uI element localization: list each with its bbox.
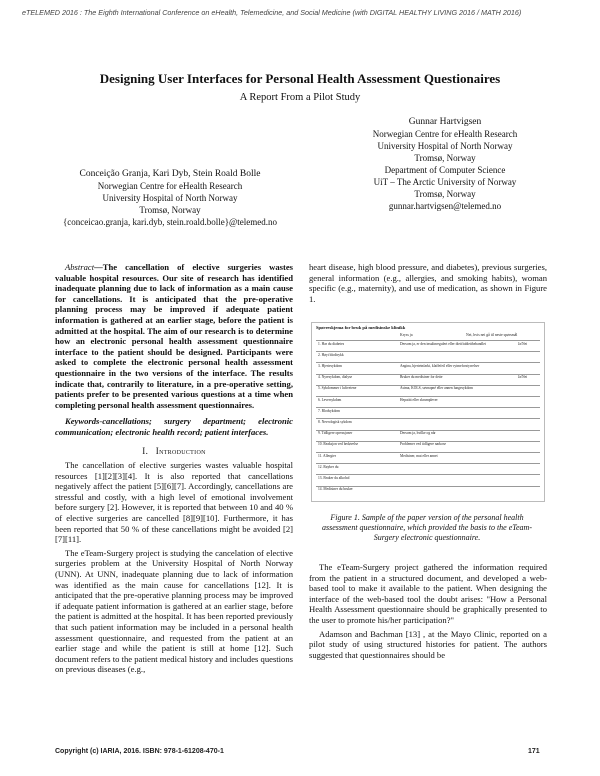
left-column [55,262,293,678]
affiliation-line: Department of Computer Science [384,165,506,175]
abstract [55,262,293,410]
author-email: gunnar.hartvigsen@telemed.no [388,201,502,211]
page-number: 171 [528,748,540,755]
figure-row-mark: Ja/Nei [518,375,528,380]
right-column-top [309,262,547,307]
figure-row-detail: Dersom ja, hvilke og når [400,431,436,436]
figure-row-detail: Dersom ja, er den insulinregulert eller diett/tablettbehandlet [400,341,486,346]
paragraph: The eTeam-Surgery project gathered the information required from the patient in a structured document, and developed a web-based tool to make it available to the patient. When designing the interface of the web-based tool the doubt arises: "How a Personal Health Assessment questionnaire should be graphically presented to the user to promote his/her participation?" [309,562,547,625]
paper-title: Designing User Interfaces for Personal Health Assessment Questionaires [99,71,501,86]
figure-row-label: 13. Bruker du alkohol [318,475,350,480]
author-name: Gunnar Hartvigsen [408,117,482,127]
affiliation-line: UiT – The Arctic University of Norway [373,177,517,187]
affiliation-line: University Hospital of North Norway [377,141,513,151]
conference-header: eTELEMED 2016 : The Eighth International Conference on eHealth, Telemedicine, and Social Medicine (with DIGITAL HEALTHY LIVING 2016 / MATH 2016) [22,8,522,17]
figure-row-label: 8. Nevrologisk sykdom [318,419,352,424]
right-column-bottom [309,562,547,663]
figure-row-divider [316,463,540,464]
paragraph: heart disease, high blood pressure, and diabetes), previous surgeries, general information (e.g., allergies, and smoking habits), woman specific (e.g., maternity), and use of medication, as shown in Figure 1. [309,262,547,304]
figure-row-detail: Hepatitt eller skrumplever [400,397,438,402]
affiliation-line: Tromsø, Norway [414,189,476,199]
author-block-left [55,168,285,228]
author-names: Conceição Granja, Kari Dyb, Stein Roald Bolle [79,169,261,179]
figure-questionnaire [311,322,545,502]
affiliation-line: University Hospital of North Norway [102,193,238,203]
figure-row-label: 5. Sykdommer i luftveiene [318,386,357,391]
figure-row-detail: Medisiner, mat eller annet [400,453,438,458]
col-header: Nei, hvis nei gå til neste spørsmål [466,333,518,337]
section-number: I. [142,445,149,456]
figure-row-label: 1. Har du diabetes [318,341,345,346]
abstract-text: —The cancellation of elective surgeries wastes valuable hospital resources. Our site of research has identified inadequate planning due to lack of information as a main cause for cancellations. It is anticipated that the pre-operative planning process may be improved if adequate patient information is gathered at an earlier stage, before the patient is admitted at the hospital. The aim of our research is to determine how an electronic personal health assessment questionnaire interface to the patient should be designed. Participants were asked to complete the electronic personal health assessment questionnaire in the two versions of the interface. The results indicate that, contrarily to literature, in a pre-operative setting, patients prefer to be presented various questions at a time when completing personal health assessment questionnaires. [55,262,293,410]
figure-row-detail: Astma, KOLS, søvnapné eller annen lungesykdom [400,386,473,391]
copyright-footer: Copyright (c) IARIA, 2016. ISBN: 978-1-61208-470-1 [55,748,224,755]
figure-row-label: 14. Medisiner du bruker [318,487,353,492]
affiliation-line: Tromsø, Norway [139,205,201,215]
figure-row-detail: Angina, hjerteinfarkt, klaffefeil eller rytmeforstyrrelser [400,363,480,368]
paper-subtitle: A Report From a Pilot Study [239,92,361,103]
figure-caption: Figure 1. Sample of the paper version of the personal health assessment questionnaire, which provided the basis to the eTeam-Surgery electronic questionnaire. [322,513,532,542]
figure-row-label: 11. Allergier [318,453,336,458]
figure-row-detail: Problemer ved tidligere narkose [400,442,447,447]
affiliation-line: Norwegian Centre for eHealth Research [97,181,243,191]
figure-row-divider [316,351,540,352]
figure-row-label: 10. Reaksjon ved bedøvelse [318,442,359,447]
figure-row-label: 7. Blodsykdom [318,408,340,413]
figure-title: Spørreskjema for bruk på medisinske klinikk [316,325,406,330]
figure-row-mark: Ja/Nei [518,341,528,346]
abstract-label: Abstract [65,262,95,272]
figure-row-detail: Bruker du medisiner for dette [400,375,443,380]
figure-row-label: 3. Hjertesykdom [318,363,342,368]
author-email: {conceicao.granja, kari.dyb, stein.roald.bolle}@telemed.no [62,217,278,227]
col-header: Kryss ja [400,333,413,337]
affiliation-line: Norwegian Centre for eHealth Research [372,129,518,139]
section-heading [55,446,293,457]
paragraph: The cancellation of elective surgeries wastes valuable hospital resources [1][2][3][4]. It is also reported that cancellations negatively affect the patient [5][6][7]. Accordingly, cancellations are stressful and costly, with a high level of emotional involvement before surgery [2]. However, it is reported that between 10 and 40 % of elective surgeries are cancelled [8][9][10]. Furthermore, it has been reported that 50 % of these cancellations might be avoided [2][7][11]. [55,460,293,545]
figure-row-divider [316,474,540,475]
paragraph: The eTeam-Surgery project is studying the cancelation of elective surgeries problem at the University Hospital of North Norway (UNN). At UNN, inadequate planning due to lack of information was identified as the main cause for cancellations [12]. It is anticipated that the pre-operative planning process may be improved if adequate patient information is gathered at an earlier stage, before the patient is admitted at the hospital. It has been reported previously that such patient information may be included in a personal health assessment questionnaire, and requested from the patient at an earlier stage and while the patient is still at home [12]. Such document refers to the patient medical history and includes questions on previous diseases (e.g., [55,547,293,675]
section-title: Introduction [155,445,206,456]
figure-row-label: 12. Røyker du [318,464,339,469]
figure-row-label: 4. Nyresykdom, dialyse [318,375,353,380]
author-block-right [340,116,550,212]
figure-row-label: 6. Leversykdom [318,397,342,402]
figure-row-label: 9. Tidligere operasjoner [318,431,353,436]
paragraph: Adamson and Bachman [13] , at the Mayo Clinic, reported on a pilot study of using structured histories for patient. The authors suggested that questionnaires should be [309,628,547,660]
keywords: Keywords-cancellations; surgery department; electronic communication; electronic health record; patient interfaces. [55,416,293,437]
figure-row-divider [316,407,540,408]
affiliation-line: Tromsø, Norway [414,153,476,163]
figure-row-label: 2. Høyt blodtrykk [318,352,344,357]
